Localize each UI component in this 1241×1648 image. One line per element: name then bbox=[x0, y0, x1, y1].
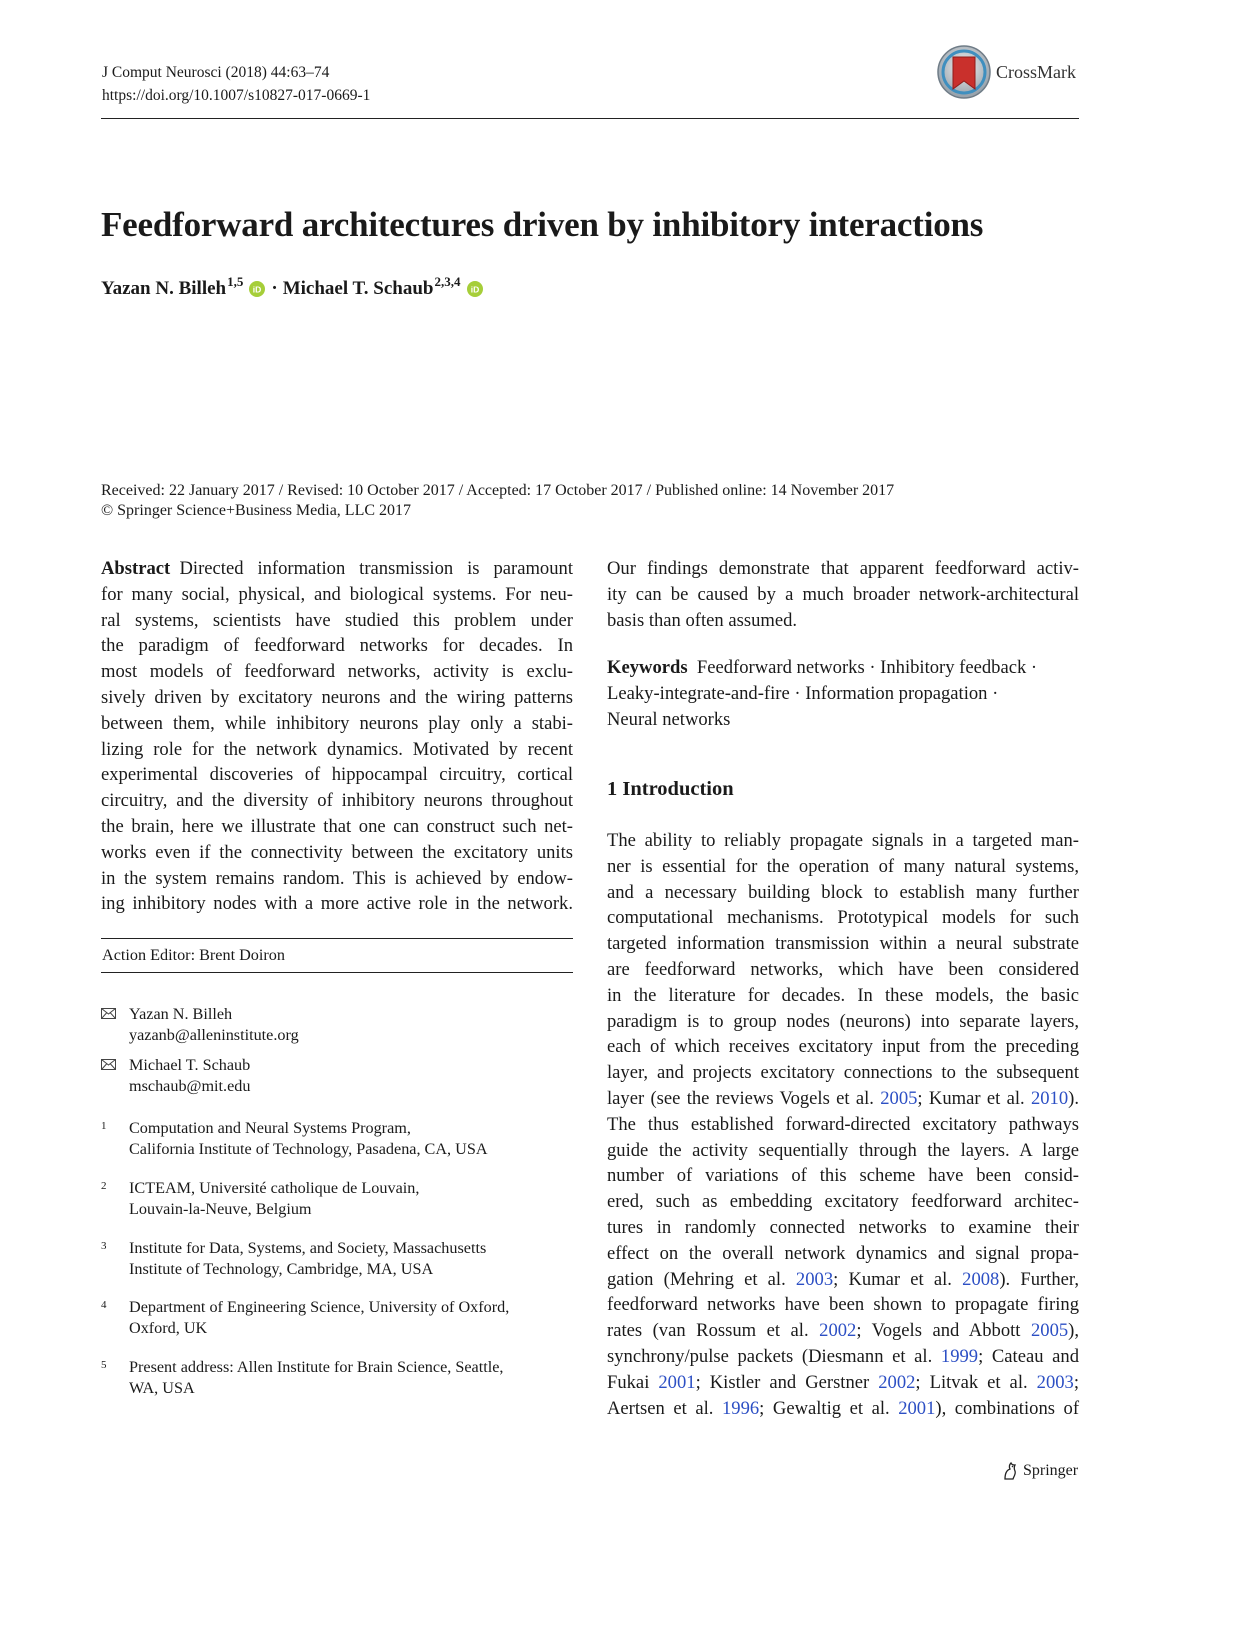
envelope-icon bbox=[101, 1059, 116, 1070]
body-line: rates (van Rossum et al. 2002; Vogels and Abbott 2005), bbox=[607, 1320, 1079, 1342]
abstract-line: ral systems, scientists have studied this problem under bbox=[101, 609, 573, 631]
crossmark-label: CrossMark bbox=[996, 61, 1076, 82]
abstract-line: the brain, here we illustrate that one can construct such net- bbox=[101, 815, 573, 837]
body-line: feedforward networks have been shown to propagate firing bbox=[607, 1294, 1079, 1316]
body-line: ered, such as embedding excitatory feedforward architec- bbox=[607, 1191, 1079, 1213]
affiliation-line: WA, USA bbox=[129, 1378, 195, 1397]
abstract-line: Our findings demonstrate that apparent feedforward activ- bbox=[607, 558, 1079, 579]
paper-title: Feedforward architectures driven by inhibitory interactions bbox=[101, 205, 984, 244]
body-line: in the literature for decades. In these models, the basic bbox=[607, 984, 1079, 1006]
affiliation-item bbox=[101, 1178, 573, 1238]
abstract-line: Abstract Directed information transmission is paramount bbox=[101, 558, 573, 579]
abstract-line: the paradigm of feedforward networks for decades. In bbox=[101, 635, 573, 657]
footnote-rule bbox=[101, 972, 573, 973]
body-line: targeted information transmission within a neural substrate bbox=[607, 933, 1079, 955]
affiliation-line: Institute for Data, Systems, and Society, Massachusetts bbox=[129, 1239, 487, 1257]
introduction-body bbox=[607, 828, 1079, 1421]
affiliation-item bbox=[101, 1238, 573, 1297]
author-name: Michael T. Schaub bbox=[282, 278, 434, 299]
body-line: guide the activity sequentially through the layers. A large bbox=[607, 1139, 1079, 1161]
author-separator: · bbox=[271, 278, 278, 299]
citation-link[interactable]: 2003 bbox=[1036, 1371, 1074, 1393]
abstract-line: for many social, physical, and biological systems. For neu- bbox=[101, 583, 573, 605]
citation-link[interactable]: 2010 bbox=[1030, 1087, 1069, 1109]
contact-block bbox=[101, 1004, 573, 1099]
abstract-line: circuitry, and the diversity of inhibitory neurons throughout bbox=[101, 790, 573, 812]
affiliation-item bbox=[101, 1118, 573, 1178]
abstract-line: ing inhibitory nodes with a more active role in the network. bbox=[101, 893, 573, 915]
affiliation-number: 5 bbox=[101, 1359, 107, 1371]
affiliation-line: Computation and Neural Systems Program, bbox=[129, 1119, 411, 1137]
affiliation-number: 4 bbox=[101, 1299, 107, 1311]
abstract-line: between them, while inhibitory neurons play only a stabi- bbox=[101, 712, 573, 734]
body-line: Fukai 2001; Kistler and Gerstner 2002; Litvak et al. 2003; bbox=[607, 1371, 1079, 1393]
affiliation-number: 2 bbox=[101, 1180, 107, 1192]
abstract-continued bbox=[607, 556, 1079, 633]
keyword-line: Neural networks bbox=[607, 708, 731, 730]
abstract-line: in the system remains random. This is achieved by endow- bbox=[101, 867, 573, 889]
journal-citation: J Comput Neurosci (2018) 44:63–74 bbox=[102, 64, 330, 81]
citation-link[interactable]: 1999 bbox=[940, 1345, 979, 1367]
body-line: gation (Mehring et al. 2003; Kumar et al. 2008). Further, bbox=[607, 1268, 1079, 1290]
publisher-name: Springer bbox=[1023, 1462, 1079, 1479]
citation-link[interactable]: 2001 bbox=[658, 1371, 696, 1393]
affiliation-line: California Institute of Technology, Pasadena, CA, USA bbox=[129, 1139, 488, 1158]
springer-horse-icon bbox=[1001, 1461, 1019, 1481]
body-line: The thus established forward-directed excitatory pathways bbox=[607, 1113, 1079, 1135]
header-rule bbox=[101, 118, 1079, 119]
author-affil: 1,5 bbox=[227, 274, 244, 289]
orcid-icon[interactable] bbox=[467, 281, 483, 297]
citation-link[interactable]: 2003 bbox=[795, 1268, 834, 1290]
citation-link[interactable]: 2005 bbox=[1030, 1320, 1069, 1342]
body-line: paradigm is to group nodes (neurons) into separate layers, bbox=[607, 1010, 1079, 1032]
body-line: Aertsen et al. 1996; Gewaltig et al. 2001), combinations of bbox=[607, 1397, 1080, 1419]
body-line: are feedforward networks, which have been considered bbox=[607, 958, 1079, 980]
affiliation-line: Institute of Technology, Cambridge, MA, USA bbox=[129, 1259, 434, 1278]
keywords-label: Keywords bbox=[607, 657, 688, 678]
affiliation-line: ICTEAM, Université catholique de Louvain, bbox=[129, 1179, 420, 1197]
abstract-line: most models of feedforward networks, activity is exclu- bbox=[101, 661, 573, 683]
citation-link[interactable]: 2002 bbox=[878, 1371, 916, 1393]
keyword-line: Leaky-integrate-and-fire · Information propagation · bbox=[607, 682, 999, 704]
contact-email[interactable]: yazanb@alleninstitute.org bbox=[129, 1025, 299, 1044]
body-line: The ability to reliably propagate signals in a targeted man- bbox=[607, 830, 1079, 851]
abstract-line: lizing role for the network dynamics. Motivated by recent bbox=[101, 738, 573, 760]
body-line: layer, and projects excitatory connections to the subsequent bbox=[607, 1062, 1079, 1084]
body-line: effect on the overall network dynamics and signal propa- bbox=[607, 1242, 1079, 1264]
body-line: each of which receives excitatory input from the preceding bbox=[607, 1036, 1079, 1058]
orcid-icon[interactable] bbox=[249, 281, 265, 297]
citation-link[interactable]: 2002 bbox=[819, 1320, 857, 1342]
affiliation-line: Department of Engineering Science, University of Oxford, bbox=[129, 1298, 510, 1316]
svg-text:iD: iD bbox=[470, 284, 479, 295]
body-line: computational mechanisms. Prototypical models for such bbox=[607, 907, 1079, 929]
contact-item bbox=[101, 1055, 573, 1099]
affiliation-item bbox=[101, 1297, 573, 1357]
contact-name: Yazan N. Billeh bbox=[129, 1005, 233, 1023]
publisher-logo bbox=[1001, 1461, 1078, 1481]
abstract-line: sively driven by excitatory neurons and the wiring patterns bbox=[101, 686, 573, 708]
body-line: tures in randomly connected networks to examine their bbox=[607, 1216, 1079, 1238]
abstract bbox=[101, 556, 573, 917]
affiliation-item bbox=[101, 1357, 573, 1417]
author-affil: 2,3,4 bbox=[434, 274, 461, 289]
author-list bbox=[101, 274, 489, 300]
abstract-line: experimental discoveries of hippocampal circuitry, cortical bbox=[101, 764, 573, 786]
abstract-line: works even if the connectivity between the excitatory units bbox=[101, 841, 573, 863]
contact-name: Michael T. Schaub bbox=[129, 1056, 251, 1074]
contact-item bbox=[101, 1004, 573, 1048]
citation-link[interactable]: 2001 bbox=[898, 1397, 936, 1419]
affiliation-number: 3 bbox=[101, 1240, 107, 1252]
contact-email[interactable]: mschaub@mit.edu bbox=[129, 1076, 251, 1095]
section-heading: 1 Introduction bbox=[607, 778, 734, 800]
citation-link[interactable]: 2005 bbox=[880, 1087, 918, 1109]
body-line: ner is essential for the operation of many natural systems, bbox=[607, 855, 1079, 877]
body-line: layer (see the reviews Vogels et al. 2005; Kumar et al. 2010). bbox=[607, 1087, 1079, 1109]
crossmark-icon bbox=[936, 44, 992, 100]
citation-link[interactable]: 1996 bbox=[721, 1397, 760, 1419]
publication-dates: Received: 22 January 2017 / Revised: 10 October 2017 / Accepted: 17 October 2017 / Published online: 14 November 2017 bbox=[101, 482, 895, 499]
abstract-label: Abstract bbox=[101, 558, 171, 579]
crossmark-badge[interactable] bbox=[936, 44, 1076, 100]
body-line: number of variations of this scheme have been consid- bbox=[607, 1165, 1079, 1187]
affiliation-number: 1 bbox=[101, 1120, 107, 1132]
affiliation-line: Present address: Allen Institute for Brain Science, Seattle, bbox=[129, 1358, 504, 1376]
abstract-line: ity can be caused by a much broader network-architectural bbox=[607, 583, 1079, 605]
affiliation-line: Oxford, UK bbox=[129, 1318, 208, 1337]
body-line: and a necessary building block to establish many further bbox=[607, 881, 1079, 903]
footnote-rule bbox=[101, 938, 573, 939]
author-name: Yazan N. Billeh bbox=[101, 278, 227, 299]
abstract-line: basis than often assumed. bbox=[607, 609, 798, 631]
svg-text:iD: iD bbox=[253, 284, 262, 295]
copyright: © Springer Science+Business Media, LLC 2017 bbox=[101, 502, 412, 519]
doi-link[interactable]: https://doi.org/10.1007/s10827-017-0669-1 bbox=[102, 87, 371, 104]
envelope-icon bbox=[101, 1008, 116, 1019]
action-editor: Action Editor: Brent Doiron bbox=[102, 946, 285, 964]
affiliation-line: Louvain-la-Neuve, Belgium bbox=[129, 1199, 312, 1218]
body-line: synchrony/pulse packets (Diesmann et al. 1999; Cateau and bbox=[607, 1345, 1079, 1367]
keywords bbox=[607, 655, 1079, 732]
citation-link[interactable]: 2008 bbox=[962, 1268, 1000, 1290]
keyword-line: Keywords Feedforward networks · Inhibitory feedback · bbox=[607, 657, 1038, 678]
affiliation-list bbox=[101, 1118, 573, 1417]
